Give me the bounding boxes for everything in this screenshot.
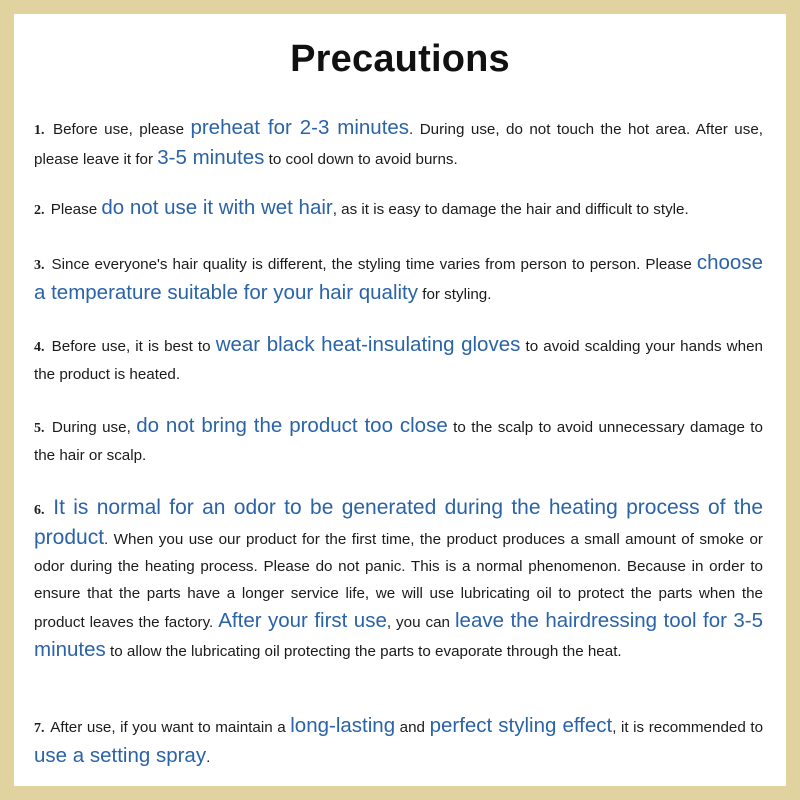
page-title: Precautions	[290, 38, 510, 80]
precaution-item-6	[34, 494, 763, 665]
item-text: to the scalp to avoid unnecessary damage to the hair or scalp.	[34, 419, 763, 464]
item-text: for styling.	[418, 286, 492, 303]
highlight-text: do not bring the product too close	[136, 414, 448, 437]
precaution-item-7	[34, 712, 763, 771]
item-number: 1.	[34, 123, 45, 138]
item-text: and	[395, 719, 430, 736]
precaution-item-3	[34, 249, 763, 308]
highlight-text: wear black heat-insulating gloves	[215, 333, 521, 356]
precaution-item-4	[34, 331, 763, 388]
item-number: 7.	[34, 721, 45, 736]
item-text: . When you use our product for the first time, the product produces a small amount of smoke or odor during the heating process. Please do not panic. This is a normal phenomenon. Because in order to ensure that the parts have a longer service life, we will use lubricating oil to protect the parts when the product leaves the factory.	[34, 531, 763, 631]
highlight-text: do not use it with wet hair	[101, 196, 333, 219]
item-text: Before use, it is best to	[51, 338, 216, 355]
highlight-text: preheat for 2-3 minutes	[190, 116, 410, 139]
precaution-item-2	[34, 194, 763, 224]
item-text: , as it is easy to damage the hair and difficult to style.	[332, 201, 689, 218]
item-text: Please	[50, 201, 102, 218]
precaution-item-5	[34, 412, 763, 469]
item-text: to cool down to avoid burns.	[264, 151, 458, 168]
item-text: After use, if you want to maintain a	[50, 719, 291, 736]
item-number: 5.	[34, 421, 45, 436]
highlight-text: use a setting spray	[34, 744, 207, 767]
precaution-item-1	[34, 114, 763, 173]
item-text: During use,	[51, 419, 137, 436]
page-frame	[14, 14, 786, 786]
item-text: Since everyone's hair quality is different, the styling time varies from person to person. Please	[51, 256, 697, 273]
item-number: 4.	[34, 340, 45, 355]
item-text: .	[206, 749, 211, 766]
item-number: 2.	[34, 203, 45, 218]
item-text: , it is recommended to	[612, 719, 764, 736]
item-number: 3.	[34, 258, 45, 273]
highlight-text: choose a temperature suitable for your hair quality	[34, 251, 763, 304]
highlight-text: leave the hairdressing tool for 3-5 minutes	[34, 609, 764, 661]
item-text: , you can	[386, 614, 455, 631]
highlight-text: It is normal for an odor to be generated during the heating process of the product	[34, 496, 763, 549]
highlight-text: 3-5 minutes	[157, 146, 265, 169]
item-text: . During use, do not touch the hot area. After use, please leave it for	[34, 121, 763, 168]
highlight-text: After your first use	[218, 609, 387, 632]
highlight-text: perfect styling effect	[429, 714, 613, 737]
highlight-text: long-lasting	[290, 714, 396, 737]
item-text: to allow the lubricating oil protecting the parts to evaporate through the heat.	[105, 643, 622, 660]
item-number: 6.	[34, 503, 45, 518]
item-text: Before use, please	[52, 121, 191, 138]
item-text: to avoid scalding your hands when the product is heated.	[34, 338, 763, 383]
